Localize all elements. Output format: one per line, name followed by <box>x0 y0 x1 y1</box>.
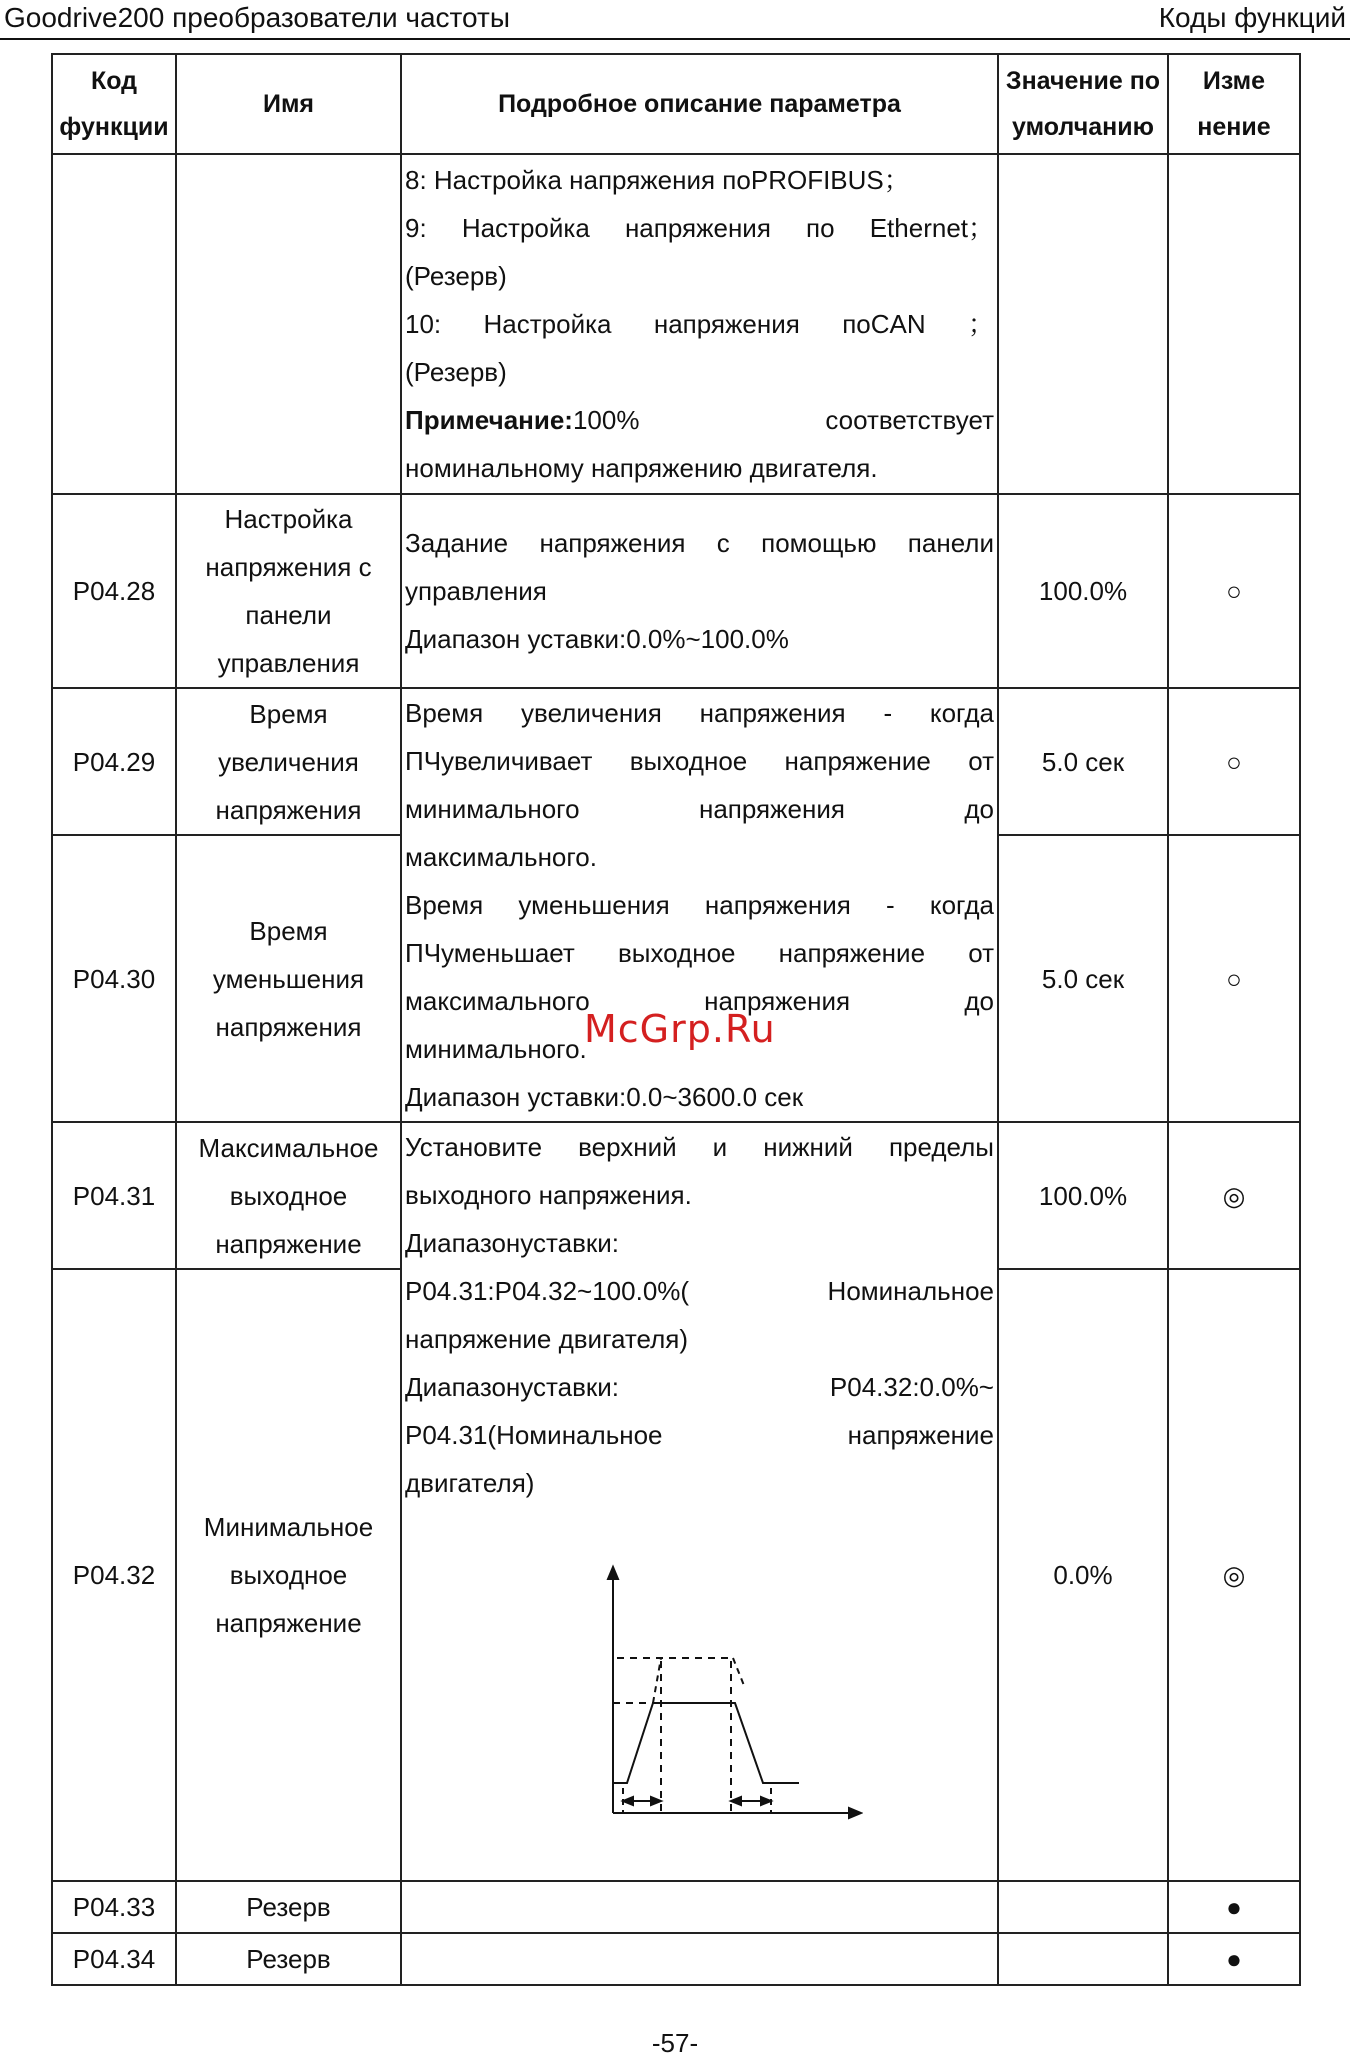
desc-line: P04.31(Номинальное напряжение <box>405 1420 994 1450</box>
col-code-header: Код функции <box>52 54 176 154</box>
default-cell: 100.0% <box>998 1122 1168 1269</box>
modify-symbol: ○ <box>1168 835 1300 1122</box>
table-row <box>52 688 1300 835</box>
rise-arrow-l <box>623 1797 633 1805</box>
desc-line: 8: Настройка напряжения поPROFIBUS； <box>405 165 910 195</box>
fall-dash <box>733 1658 745 1688</box>
default-cell <box>998 1933 1168 1985</box>
desc-line: Задание напряжения с помощью панели <box>405 528 994 558</box>
desc-cell <box>401 1122 998 1881</box>
code-cell: P04.29 <box>52 688 176 835</box>
modify-symbol: ◎ <box>1168 1122 1300 1269</box>
code-cell: P04.31 <box>52 1122 176 1269</box>
fall-arrow-r <box>761 1797 771 1805</box>
desc-line: минимального напряжения до <box>405 794 994 824</box>
desc-line: максимального. <box>405 842 597 872</box>
modify-symbol: ○ <box>1168 688 1300 835</box>
desc-line: напряжение двигателя) <box>405 1324 688 1354</box>
col-name-header: Имя <box>176 54 401 154</box>
desc-line: 9: Настройка напряжения по Ethernet； <box>405 213 994 243</box>
code-cell <box>52 154 176 494</box>
name-cell: Настройка напряжения с панели управления <box>176 494 401 688</box>
watermark: McGrp.Ru <box>584 1007 776 1051</box>
default-cell: 5.0 сек <box>998 688 1168 835</box>
name-cell: Минимальное выходное напряжение <box>176 1269 401 1881</box>
fall-arrow-l <box>731 1797 741 1805</box>
x-axis-arrow <box>849 1808 861 1818</box>
col-modify-header: Изме нение <box>1168 54 1300 154</box>
desc-line: ПЧуменьшает выходное напряжение от <box>405 938 994 968</box>
table-row <box>52 1933 1300 1985</box>
modify-symbol: ● <box>1168 1933 1300 1985</box>
desc-line: Установите верхний и нижний пределы <box>405 1132 994 1162</box>
note-text: 100% соответствует <box>572 405 994 435</box>
header-divider <box>0 38 1350 40</box>
desc-line: Диапазонуставки: <box>405 1228 620 1258</box>
code-cell: P04.32 <box>52 1269 176 1881</box>
col-default-header: Значение по умолчанию <box>998 54 1168 154</box>
modify-symbol: ○ <box>1168 494 1300 688</box>
desc-cell <box>401 1881 998 1933</box>
table-row <box>52 494 1300 688</box>
default-cell <box>998 154 1168 494</box>
desc-cell <box>401 1933 998 1985</box>
default-cell: 100.0% <box>998 494 1168 688</box>
header-section: Коды функций <box>1158 2 1346 33</box>
default-cell: 5.0 сек <box>998 835 1168 1122</box>
modify-symbol: ◎ <box>1168 1269 1300 1881</box>
rise-dash <box>653 1658 661 1703</box>
page-number: -57- <box>651 2028 699 2058</box>
rise-arrow-r <box>651 1797 661 1805</box>
name-cell: Максимальное выходное напряжение <box>176 1122 401 1269</box>
desc-line: выходного напряжения. <box>405 1180 692 1210</box>
name-cell: Время увеличения напряжения <box>176 688 401 835</box>
header-title: Goodrive200 преобразователи частоты <box>4 2 510 33</box>
voltage-ramp-diagram <box>603 1563 863 1823</box>
desc-line: 10: Настройка напряжения поCAN ； <box>405 309 994 339</box>
desc-line: Диапазон уставки:0.0~3600.0 сек <box>405 1082 804 1112</box>
desc-line: максимального напряжения до <box>405 986 994 1016</box>
desc-line: (Резерв) <box>405 261 507 291</box>
desc-line: Диапазонуставки: P04.32:0.0%~ <box>405 1372 994 1402</box>
code-cell: P04.33 <box>52 1881 176 1933</box>
desc-cell <box>401 154 998 494</box>
modify-symbol: ● <box>1168 1881 1300 1933</box>
code-cell: P04.30 <box>52 835 176 1122</box>
desc-line: (Резерв) <box>405 357 507 387</box>
name-cell: Время уменьшения напряжения <box>176 835 401 1122</box>
col-desc-header: Подробное описание параметра <box>401 54 998 154</box>
table-header-row <box>52 54 1300 154</box>
note-line <box>405 396 994 444</box>
y-axis-arrow <box>608 1567 618 1579</box>
desc-cell <box>401 494 998 688</box>
note-label: Примечание: <box>405 405 573 435</box>
desc-line: P04.31:P04.32~100.0%( Номинальное <box>405 1276 994 1306</box>
name-cell <box>176 154 401 494</box>
table-row <box>52 1122 1300 1269</box>
desc-line: Время уменьшения напряжения - когда <box>405 890 994 920</box>
code-cell: P04.34 <box>52 1933 176 1985</box>
name-cell: Резерв <box>176 1881 401 1933</box>
default-cell <box>998 1881 1168 1933</box>
name-cell: Резерв <box>176 1933 401 1985</box>
voltage-curve <box>613 1703 799 1783</box>
desc-cell <box>401 688 998 1122</box>
desc-line: Время увеличения напряжения - когда <box>405 698 994 728</box>
modify-cell <box>1168 154 1300 494</box>
code-cell: P04.28 <box>52 494 176 688</box>
desc-line: минимального. <box>405 1034 587 1064</box>
table-row <box>52 154 1300 494</box>
table-row <box>52 1881 1300 1933</box>
desc-line: Диапазон уставки:0.0%~100.0% <box>405 624 789 654</box>
page-header <box>0 0 1350 38</box>
desc-line: управления <box>405 576 547 606</box>
default-cell: 0.0% <box>998 1269 1168 1881</box>
desc-line: номинальному напряжению двигателя. <box>405 453 878 483</box>
desc-line: ПЧувеличивает выходное напряжение от <box>405 746 994 776</box>
desc-line: двигателя) <box>405 1468 535 1498</box>
